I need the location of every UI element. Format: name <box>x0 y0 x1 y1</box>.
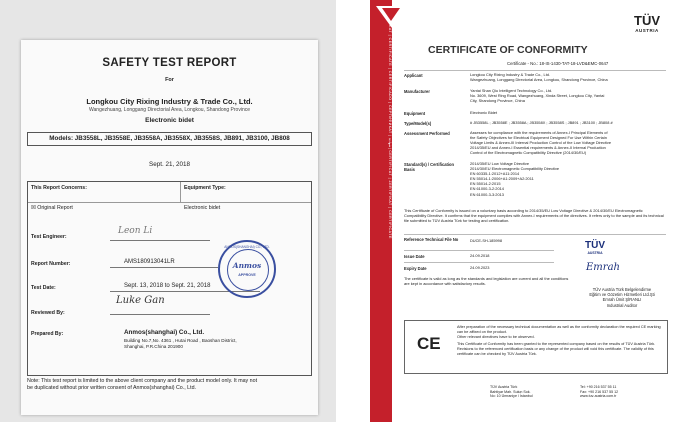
concerns-value: Original Report <box>37 205 73 211</box>
engineer-label: Test Engineer: <box>31 234 67 240</box>
reference-value: DUCE-SH-185998 <box>470 238 503 243</box>
applicant-label: Applicant <box>404 73 423 78</box>
manufacturer-label: Manufacturer <box>404 89 430 94</box>
footer-contact <box>580 385 618 399</box>
divider <box>404 70 666 71</box>
certificate-side-band <box>370 0 392 422</box>
divider <box>404 234 666 235</box>
signer-line: Eğitim ve Gözetim Hizmetleri Ltd.Şti <box>589 292 655 298</box>
divider <box>180 182 181 202</box>
stamp-name: Anmos <box>232 261 262 270</box>
issue-date: 24.09.2018 <box>470 253 490 258</box>
footer-line: Tel: +90 216 537 55 11 <box>580 385 617 389</box>
report-title: SAFETY TEST REPORT <box>102 57 237 69</box>
assessment-value <box>470 130 611 155</box>
models-box: Models: JB3558L, JB3558E, JB3558A, JB3558X, JB3558S, JB891, JB3100, JB808 <box>27 132 312 146</box>
paragraph-text: This Certificate of Conformity has been granted to the represented company based on the results of TÜV Austria Türk. Revisions to the referenced certification basis or any change of the product will void this certificate. The validity of this certificate can be checked by TÜV Austria Türk. <box>457 342 656 356</box>
applicant-value <box>470 72 608 82</box>
concerns-value-row <box>31 205 73 211</box>
report-number-label: Report Number: <box>31 261 71 267</box>
certificate-of-conformity <box>370 0 680 422</box>
report-number: AMS180913041LR <box>124 259 175 265</box>
expiry-date-label: Expiry Date <box>404 266 427 271</box>
test-date-label: Test Date: <box>31 285 56 291</box>
band-text: ZERTIFIKAT | CERTIFICATE | CERTIFICADO | СЕРТИФИКАТ | شهادة | CERTIFICAT | ZERTIFIKAT | CERTIFICATE <box>388 8 392 239</box>
value-line: City, Shandong Province, China <box>470 98 525 104</box>
report-date: Sept. 21, 2018 <box>149 161 190 168</box>
signature-line <box>110 240 210 241</box>
manufacturer-value <box>470 88 604 103</box>
tuv-austria: AUSTRIA <box>635 28 659 33</box>
footer-line: No: 10 Ümraniye / İstanbul <box>490 394 533 398</box>
stamp-inner-ring <box>227 249 269 291</box>
ce-text <box>457 325 663 357</box>
paragraph-text: This Certificate of Conformity is issued on a voluntary basis according to 2014/35/EU Low Voltage Directive & 2014/30/EU Electromagnetic Compatibility Directive. It confirms that the equipment complies with Annex-I <box>404 208 643 219</box>
footer-line: Bahtiyar Mah. Sulun Sok. <box>490 389 531 394</box>
reviewer-signature: Luke Gan <box>116 295 165 306</box>
footer-line: Fax: +90 216 537 55 12 <box>580 389 619 394</box>
type-label: Type/Model(s) <box>404 121 432 126</box>
ce-mark: CE <box>417 334 441 353</box>
value-line: 2014/35/EU and Annex-I Essential requirements & Annex-II Internal Production <box>470 145 606 151</box>
checkbox-icon: ☒ <box>31 205 38 211</box>
ce-marking-box <box>404 320 668 374</box>
value-line: EN 61000-3-3:2013 <box>470 191 504 197</box>
reviewed-label: Reviewed By: <box>31 310 65 316</box>
value-line: Assesses for compliance with the requirements of Annex-I Principal Elements of <box>470 130 608 135</box>
type-value: # JB3558L ; JB3558E ; JB3558A ; JB3558X ; JB3558S ; JB891 ; JB3100 ; JB808 # <box>470 120 613 125</box>
signature-line <box>110 314 210 315</box>
equipment-value: Electronic Bidet <box>470 110 498 115</box>
footer-address <box>490 385 533 399</box>
footer-line: TÜV Austria Türk <box>490 385 518 389</box>
issue-date-label: Issue Date <box>404 254 425 259</box>
report-details-box <box>27 181 312 376</box>
conformity-paragraph <box>404 208 666 224</box>
value-line: EN 61000-3-2:2014 <box>470 186 504 192</box>
signer-line: TÜV Austria Türk Belgelendirme <box>592 287 652 292</box>
field-line <box>110 267 218 268</box>
standards-value <box>470 161 559 197</box>
lab-name: Anmos(shanghai) Co., Ltd. <box>124 329 205 336</box>
product-name: Electronic bidet <box>145 117 194 124</box>
value-line: 2014/30/EU Electromagnetic Compatibility Directive <box>470 166 560 172</box>
value-line: EN 60335-1:2012+A11:2014 <box>470 171 520 177</box>
company-stamp <box>218 240 276 298</box>
report-page <box>21 40 318 415</box>
certificate-number: Certificate - No.: 18-IS-1430-TAT-18-LVD&EMC-0647 <box>507 61 609 66</box>
assessment-label: Assessment Performed <box>404 131 450 136</box>
paragraph-text: requirements of the directives. It refers only to the sample and its technical file submitted to TÜV Austria Türk for testing and certification. <box>404 213 664 224</box>
tuv-mark: TÜV <box>634 13 660 28</box>
note-line: be duplicated without prior written consent of Anmos(shanghai) Co., Ltd. <box>27 385 197 391</box>
value-line: Longkou City Rixing Industry & Trade Co., Ltd. <box>470 72 551 77</box>
client-address: Wangezhuang, Longgang Directorial Area, Longkou, Shandong Province <box>88 107 251 113</box>
validity-paragraph: The certificate is valid as long as the standards and legislation are current and all the conditions are kept in accordance with satisfactory results. <box>404 276 569 287</box>
certificate-title: CERTIFICATE OF CONFORMITY <box>428 44 588 56</box>
prepared-label: Prepared By: <box>31 331 64 337</box>
concerns-label: This Report Concerns: <box>31 185 87 191</box>
signer-line: Emrah Ümit ŞİRANLI <box>602 297 642 303</box>
reference-label: Reference Technical File No <box>404 237 459 242</box>
tuv-mark: TÜV <box>585 240 605 251</box>
tuv-austria: AUSTRIA <box>587 251 603 255</box>
auditor-signature: Emrah <box>586 262 620 273</box>
report-for-label: For <box>165 77 174 83</box>
divider <box>404 250 554 251</box>
standards-label: Standard(s) / Certification Basis <box>404 162 455 172</box>
signer-block <box>582 287 662 308</box>
value-line: the Safety Objectives for Electrical Equipment Designed For Use Within Certain <box>470 135 607 141</box>
value-line: Control of the Electromagnetic Compatibility Directive (2014/30/EU) <box>470 150 587 156</box>
value-line: Voltage Limits & Annex-III Internal Production Control of the Low Voltage Directive <box>470 140 612 146</box>
safety-test-report-photo <box>0 0 336 422</box>
test-date: Sept. 13, 2018 to Sept. 21, 2018 <box>124 283 211 289</box>
lab-address-line: Shanghai, P.R.China 201900 <box>124 344 183 349</box>
equipment-type-value: Electronic bidet <box>184 205 221 211</box>
paragraph-text: Other relevant directives have to be observed. <box>457 335 535 339</box>
paragraph-text: After preparation of the necessary technical documentation as well as the conformity declaration the required CE marking can be affixed on the product. <box>457 325 661 334</box>
value-line: 2014/35/EU Low Voltage Directive <box>470 161 530 166</box>
equipment-label: Equipment <box>404 111 426 116</box>
divider <box>404 262 554 263</box>
expiry-date: 24.09.2023 <box>470 265 490 270</box>
client-company: Longkou City Rixing Industry & Trade Co., Ltd. <box>86 97 253 106</box>
signer-line: Industrial Auditor <box>606 302 638 308</box>
corner-logo-inner-icon <box>382 8 400 21</box>
engineer-signature: Leon Li <box>118 226 153 236</box>
value-line: No. 3609, West Ring Road, Wangezhuang, Xinda Street, Longkou City, Yantai <box>470 93 605 99</box>
equipment-type-label: Equipment Type: <box>184 185 226 191</box>
value-line: EN 55014-1:2006+A1:2009+A2:2011 <box>470 176 534 182</box>
value-line: Wangezhuang, Longgang Directorial Area, Longkou, Shandong Province, China <box>470 77 608 83</box>
value-line: EN 55014-2:2015 <box>470 181 501 187</box>
tuv-logo <box>623 13 671 33</box>
divider <box>28 202 311 203</box>
lab-address-line: Building No.7,No. 4361 , Hutai Road , Baoshan District, <box>124 338 237 343</box>
value-line: Yantai Shan Qiu Intelligent Technology Co., Ltd. <box>470 88 553 93</box>
tuv-stamp-logo <box>575 240 615 255</box>
footer-line: www.tuv-austria.com.tr <box>580 394 617 398</box>
note-line: Note: This test report is limited to the above client company and the product model only. It may not <box>27 378 258 384</box>
stamp-approve: APPROVE <box>238 273 256 277</box>
report-note <box>27 378 314 392</box>
stamp-ring-text: ANMOS(SHANGHAI) CO., LTD. <box>224 245 270 249</box>
